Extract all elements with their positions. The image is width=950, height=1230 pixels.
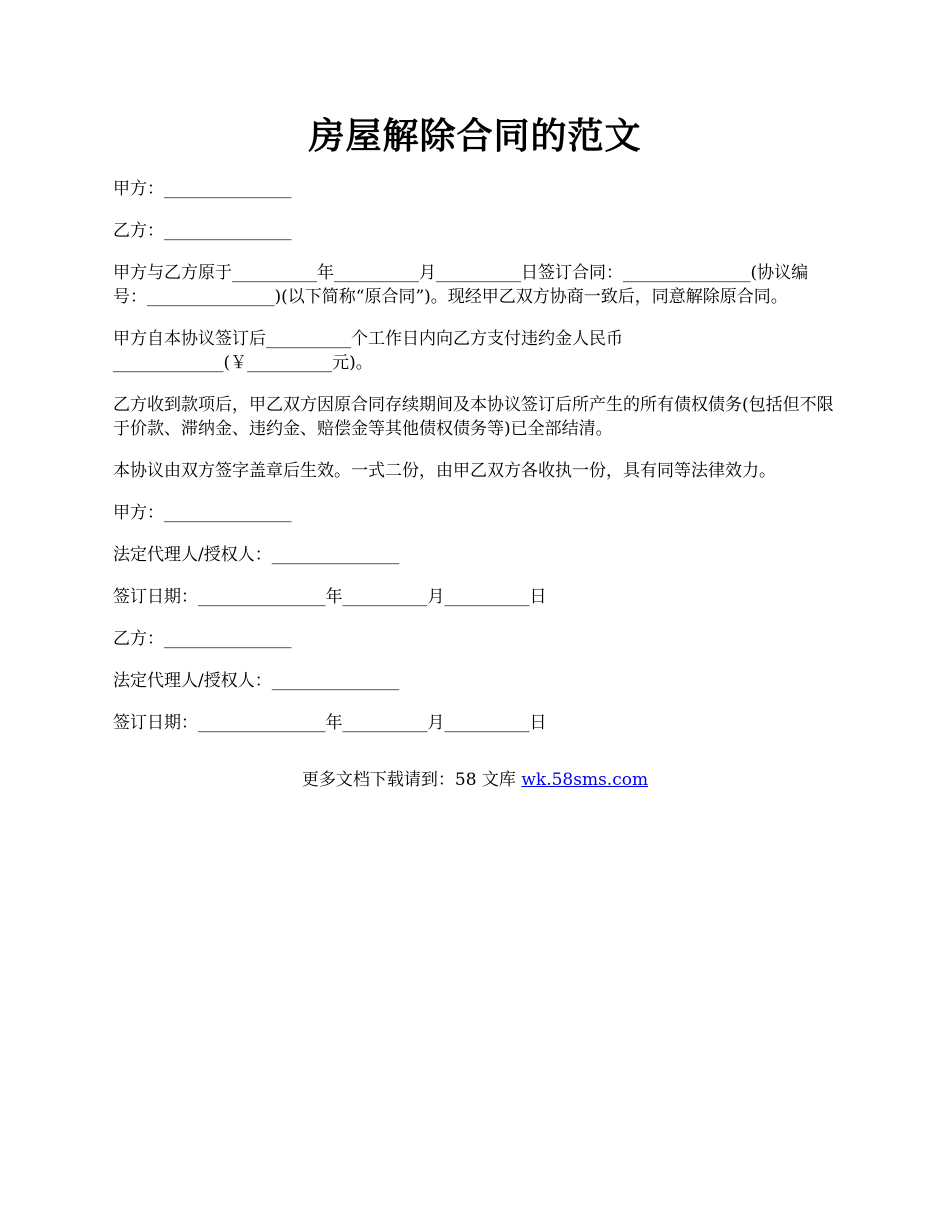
signature-party-b-date: 签订日期：_______________年__________月__________日 xyxy=(113,713,547,733)
signature-party-a-date: 签订日期：_______________年__________月__________日 xyxy=(113,587,547,607)
penalty-payment-paragraph: 甲方自本协议签订后__________个工作日内向乙方支付违约金人民币_____________(￥__________元)。 xyxy=(113,329,623,373)
signature-party-b-agent: 法定代理人/授权人：_______________ xyxy=(113,671,400,691)
settlement-paragraph: 乙方收到款项后，甲乙双方因原合同存续期间及本协议签订后所产生的所有债权债务(包括但不限于价款、滞纳金、违约金、赔偿金等其他债权债务等)已全部结清。 xyxy=(113,395,834,439)
document-title: 房屋解除合同的范文 xyxy=(308,115,642,157)
document-body xyxy=(113,177,839,753)
download-footer xyxy=(0,768,950,792)
signature-party-a: 甲方：_______________ xyxy=(113,503,292,523)
signature-party-a-agent: 法定代理人/授权人：_______________ xyxy=(113,545,400,565)
signature-party-b: 乙方：_______________ xyxy=(113,629,292,649)
footer-text: 更多文档下载请到：58 文库 xyxy=(301,770,522,790)
party-b-line: 乙方：_______________ xyxy=(113,221,292,241)
effectiveness-paragraph: 本协议由双方签字盖章后生效。一式二份，由甲乙双方各收执一份，具有同等法律效力。 xyxy=(113,461,776,481)
footer-link[interactable]: wk.58sms.com xyxy=(521,770,649,790)
party-a-line: 甲方：_______________ xyxy=(113,179,292,199)
original-contract-paragraph: 甲方与乙方原于__________年__________月__________日签订合同：_______________(协议编号：_______________)(以下简称“原合同”)。现经甲乙双方协商一致后，同意解除原合同。 xyxy=(113,263,809,307)
